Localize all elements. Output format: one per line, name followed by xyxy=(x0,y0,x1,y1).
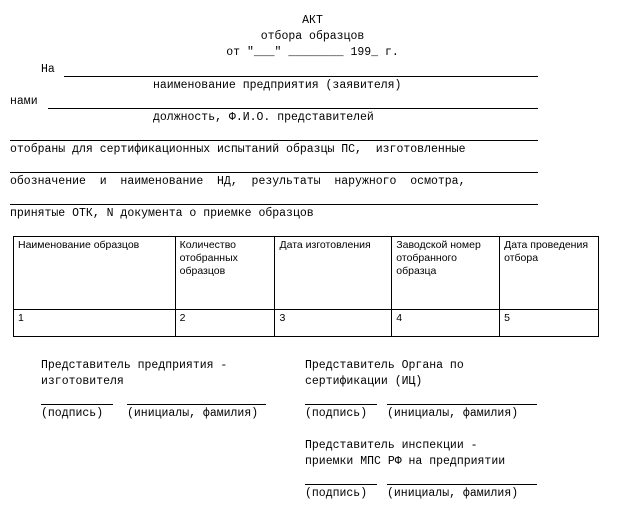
representatives-field-line[interactable] xyxy=(48,108,538,109)
enterprise-signature-label: (подпись) xyxy=(41,407,104,420)
blank-line-2[interactable] xyxy=(10,172,538,173)
header-sample-count: Количество отобранных образцов xyxy=(175,237,275,310)
header-selection-date: Дата проведения отбора xyxy=(500,237,599,310)
organ-signature-label: (подпись) xyxy=(305,407,368,420)
column-number-1: 1 xyxy=(14,310,176,337)
organ-initials-line[interactable] xyxy=(387,404,537,405)
blank-line-3[interactable] xyxy=(10,204,538,205)
text-line-2: обозначение и наименование НД, результаты наружного осмотра, xyxy=(10,175,466,188)
act-subtitle: отбора образцов xyxy=(260,30,365,43)
enterprise-field-line[interactable] xyxy=(64,76,538,77)
column-number-2: 2 xyxy=(175,310,275,337)
representatives-caption: должность, Ф.И.О. представителей xyxy=(153,111,374,124)
inspection-signature-label: (подпись) xyxy=(305,487,368,500)
header-serial-number: Заводской номер отобранного образца xyxy=(392,237,500,310)
act-title: АКТ xyxy=(302,14,323,27)
samples-table xyxy=(13,236,599,337)
column-number-4: 4 xyxy=(392,310,500,337)
organ-signature-line[interactable] xyxy=(305,404,377,405)
table-number-row xyxy=(14,310,599,337)
organ-rep-line2: сертификации (ИЦ) xyxy=(305,375,423,388)
table-header-row xyxy=(14,237,599,310)
inspection-initials-line[interactable] xyxy=(387,484,537,485)
blank-line-1[interactable] xyxy=(10,140,538,141)
enterprise-caption: наименование предприятия (заявителя) xyxy=(153,79,402,92)
inspection-signature-line[interactable] xyxy=(305,484,377,485)
inspection-rep-line1: Представитель инспекции - xyxy=(305,439,478,452)
column-number-5: 5 xyxy=(500,310,599,337)
text-line-1: отобраны для сертификационных испытаний образцы ПС, изготовленные xyxy=(10,143,466,156)
organ-initials-label: (инициалы, фамилия) xyxy=(387,407,519,420)
column-number-3: 3 xyxy=(275,310,392,337)
act-date-line: от "___" ________ 199_ г. xyxy=(226,46,399,59)
nami-label: нами xyxy=(10,95,38,108)
enterprise-rep-line2: изготовителя xyxy=(41,375,124,388)
na-label: На xyxy=(41,63,55,76)
text-line-3: принятые ОТК, N документа о приемке образцов xyxy=(10,207,314,220)
organ-rep-line1: Представитель Органа по xyxy=(305,359,464,372)
inspection-initials-label: (инициалы, фамилия) xyxy=(387,487,519,500)
enterprise-initials-label: (инициалы, фамилия) xyxy=(127,407,259,420)
header-manufacture-date: Дата изготовления xyxy=(275,237,392,310)
enterprise-signature-line[interactable] xyxy=(41,404,113,405)
enterprise-initials-line[interactable] xyxy=(127,404,266,405)
enterprise-rep-line1: Представитель предприятия - xyxy=(41,359,228,372)
header-sample-name: Наименование образцов xyxy=(14,237,176,310)
inspection-rep-line2: приемки МПС РФ на предприятии xyxy=(305,455,506,468)
